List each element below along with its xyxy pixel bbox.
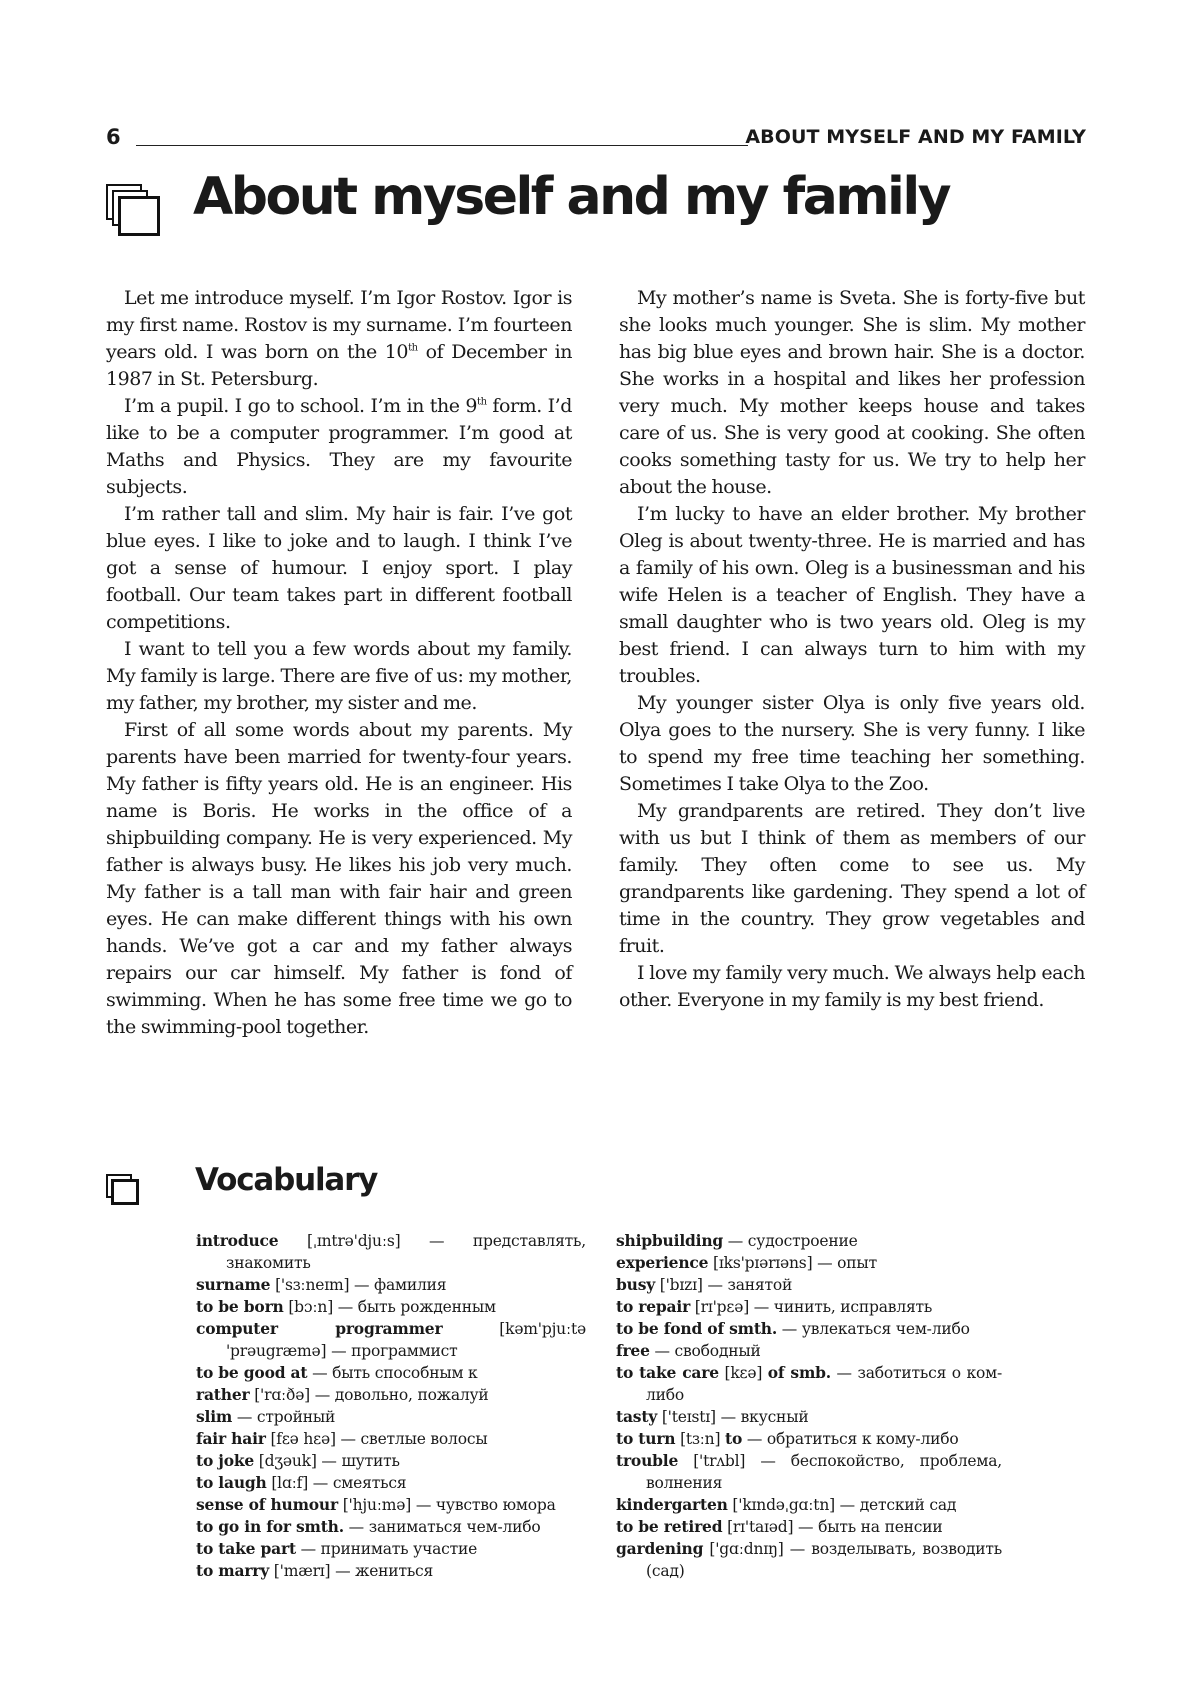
vocabulary-entry: [616, 1538, 1002, 1582]
vocabulary-definition: [rɪ'pεə] — чинить, исправлять: [690, 1298, 933, 1316]
vocabulary-definition: ['gɑːdnɪŋ] — возделывать, возводить (сад): [646, 1540, 1002, 1580]
vocabulary-entry: [196, 1362, 586, 1384]
vocabulary-term: to be born: [196, 1297, 284, 1316]
vocabulary-entry: [196, 1516, 586, 1538]
vocabulary-definition: ['hjuːmə] — чувство юмора: [337, 1496, 556, 1514]
vocabulary-entry: [616, 1318, 1002, 1340]
vocabulary-definition: — увлекаться чем-либо: [777, 1320, 970, 1338]
vocabulary-definition: [ɪks'pɪərɪəns] — опыт: [708, 1254, 877, 1272]
paragraph: My younger sister Olya is only five years old. Olya goes to the nursery. She is very funny. I like to spend my free time teaching her something. Sometimes I take Olya to the Zoo.: [619, 692, 1085, 795]
paragraph: I want to tell you a few words about my family. My family is large. There are five of us: my mother, my father, my brother, my sister and me.: [106, 638, 572, 714]
vocabulary-entry: [616, 1230, 1002, 1252]
vocabulary-term: tasty: [616, 1407, 658, 1426]
vocabulary-entry: [616, 1406, 1002, 1428]
vocabulary-term: sense of humour: [196, 1495, 338, 1514]
vocabulary-definition: — заботиться о ком-либо: [646, 1364, 1002, 1404]
vocabulary-term: to joke: [196, 1451, 255, 1470]
vocabulary-definition: — принимать участие: [295, 1540, 478, 1558]
paragraph: First of all some words about my parents. My parents have been married for twenty-four years. My father is fifty years old. He is an engineer. His name is Boris. He works in the office of a shipbuilding company. He is very experienced. My father is always busy. He likes his job very much. My father is a tall man with fair hair and green eyes. He can make different things with his own hands. We’ve got a car and my father always repairs our car himself. My father is fond of swimming. When he has some free time we go to the swimming-pool together.: [106, 719, 572, 1038]
vocabulary-term: surname: [196, 1275, 271, 1294]
vocabulary-term: gardening: [616, 1539, 704, 1558]
vocabulary-term: to go in for smth.: [196, 1517, 344, 1536]
paragraph: My grandparents are retired. They don’t live with us but I think of them as members of our family. They often come to see us. My grandparents like gardening. They spend a lot of time in the country. They grow vegetables and fruit.: [619, 800, 1085, 957]
vocabulary-definition: [ˌɪntrə'djuːs] — представлять, знакомить: [226, 1232, 586, 1272]
vocabulary-entry: [196, 1560, 586, 1582]
vocabulary-entry: [616, 1494, 1002, 1516]
vocabulary-term: computer programmer: [196, 1319, 443, 1338]
vocabulary-entry: [196, 1428, 586, 1450]
vocabulary-entry: [616, 1252, 1002, 1274]
running-header: [106, 125, 1086, 155]
vocabulary-entry: [616, 1296, 1002, 1318]
vocabulary-entry: [196, 1318, 586, 1362]
vocabulary-definition: — стройный: [232, 1408, 336, 1426]
vocabulary-term: free: [616, 1341, 650, 1360]
vocabulary-entry: [616, 1428, 1002, 1450]
paragraph: I love my family very much. We always help each other. Everyone in my family is my best friend.: [619, 962, 1085, 1011]
vocabulary-entry: [196, 1230, 586, 1274]
vocabulary-list-left: [196, 1230, 586, 1582]
vocabulary-term: to repair: [616, 1297, 691, 1316]
vocabulary-definition: ['rɑːðə] — довольно, пожалуй: [249, 1386, 489, 1404]
vocabulary-term: experience: [616, 1253, 709, 1272]
vocabulary-definition: ['bɪzɪ] — занятой: [655, 1276, 793, 1294]
vocabulary-term: introduce: [196, 1231, 279, 1250]
running-title: ABOUT MYSELF AND MY FAMILY: [745, 126, 1086, 148]
vocabulary-entry: [196, 1494, 586, 1516]
vocabulary-entry: [196, 1450, 586, 1472]
vocabulary-definition: [tɜːn]: [675, 1430, 726, 1448]
vocabulary-definition: ['sɜːneɪm] — фамилия: [270, 1276, 447, 1294]
vocabulary-term: to marry: [196, 1561, 270, 1580]
vocabulary-definition: ['trʌbl] — беспокойство, проблема, волнения: [646, 1452, 1002, 1492]
vocabulary-list-right: [616, 1230, 1002, 1582]
vocabulary-entry: [196, 1406, 586, 1428]
vocabulary-definition: [bɔːn] — быть рожденным: [283, 1298, 496, 1316]
vocabulary-definition: — обратиться к кому-либо: [742, 1430, 959, 1448]
vocabulary-entry: [616, 1362, 1002, 1406]
vocabulary-term: to: [725, 1429, 743, 1448]
vocabulary-term: to turn: [616, 1429, 676, 1448]
paragraph: Let me introduce myself. I’m Igor Rostov. Igor is my first name. Rostov is my surname. I’m fourteen years old. I was born on the 10th of December in 1987 in St. Petersburg.: [106, 287, 572, 390]
vocabulary-term: kindergarten: [616, 1495, 728, 1514]
vocabulary-entry: [196, 1274, 586, 1296]
vocabulary-term: trouble: [616, 1451, 679, 1470]
vocabulary-definition: [rɪ'taɪəd] — быть на пенсии: [722, 1518, 943, 1536]
vocabulary-entry: [616, 1450, 1002, 1494]
vocabulary-definition: [lɑːf] — смеяться: [266, 1474, 407, 1492]
vocabulary-definition: [fεə hεə] — светлые волосы: [265, 1430, 488, 1448]
vocabulary-term: rather: [196, 1385, 250, 1404]
vocabulary-definition: — судостроение: [723, 1232, 858, 1250]
vocabulary-term: shipbuilding: [616, 1231, 724, 1250]
text-column-right: [619, 285, 1085, 1014]
vocabulary-term: busy: [616, 1275, 656, 1294]
vocabulary-definition: [kεə]: [718, 1364, 768, 1382]
vocabulary-term: fair hair: [196, 1429, 266, 1448]
paragraph: My mother’s name is Sveta. She is forty-five but she looks much younger. She is slim. My mother has big blue eyes and brown hair. She is a doctor. She works in a hospital and likes her profession very much. My mother keeps house and takes care of us. She is very good at cooking. She often cooks something tasty for us. We try to help her about the house.: [619, 287, 1085, 498]
vocabulary-definition: — заниматься чем-либо: [343, 1518, 541, 1536]
vocabulary-definition: [kəm'pjuːtə 'prəugræmə] — программист: [226, 1320, 586, 1360]
vocabulary-term: to laugh: [196, 1473, 267, 1492]
page-title: About myself and my family: [193, 167, 950, 227]
vocabulary-definition: [dʒəuk] — шутить: [254, 1452, 400, 1470]
vocabulary-entry: [196, 1296, 586, 1318]
vocabulary-entry: [616, 1516, 1002, 1538]
vocabulary-term: slim: [196, 1407, 233, 1426]
vocabulary-entry: [196, 1538, 586, 1560]
header-rule: [136, 145, 748, 146]
paragraph: I’m lucky to have an elder brother. My brother Oleg is about twenty-three. He is married and has a family of his own. Oleg is a businessman and his wife Helen is a teacher of English. They have a small daughter who is two years old. Oleg is my best friend. I can always turn to him with my troubles.: [619, 503, 1085, 687]
vocabulary-entry: [196, 1384, 586, 1406]
vocabulary-term: to take part: [196, 1539, 296, 1558]
vocabulary-definition: ['teɪstɪ] — вкусный: [657, 1408, 809, 1426]
vocabulary-term: of smb.: [767, 1363, 831, 1382]
vocabulary-term: to be fond of smth.: [616, 1319, 778, 1338]
text-column-left: [106, 285, 572, 1041]
paragraph: I’m rather tall and slim. My hair is fair. I’ve got blue eyes. I like to joke and to laugh. I think I’ve got a sense of humour. I enjoy sport. I play football. Our team takes part in different football competitions.: [106, 503, 572, 633]
stacked-squares-icon: [106, 184, 160, 234]
vocabulary-entry: [616, 1340, 1002, 1362]
paragraph: I’m a pupil. I go to school. I’m in the 9th form. I’d like to be a computer programmer. I’m good at Maths and Physics. They are my favourite subjects.: [106, 395, 572, 498]
vocabulary-definition: — свободный: [649, 1342, 761, 1360]
vocabulary-title: Vocabulary: [195, 1162, 378, 1198]
vocabulary-entry: [196, 1472, 586, 1494]
vocabulary-definition: ['mærɪ] — жениться: [269, 1562, 434, 1580]
square-icon: [106, 1174, 136, 1202]
vocabulary-term: to take care: [616, 1363, 719, 1382]
vocabulary-definition: — быть способным к: [307, 1364, 478, 1382]
vocabulary-term: to be retired: [616, 1517, 723, 1536]
vocabulary-entry: [616, 1274, 1002, 1296]
page-number: 6: [106, 125, 121, 149]
vocabulary-definition: ['kɪndəˌgɑːtn] — детский сад: [727, 1496, 957, 1514]
vocabulary-term: to be good at: [196, 1363, 308, 1382]
